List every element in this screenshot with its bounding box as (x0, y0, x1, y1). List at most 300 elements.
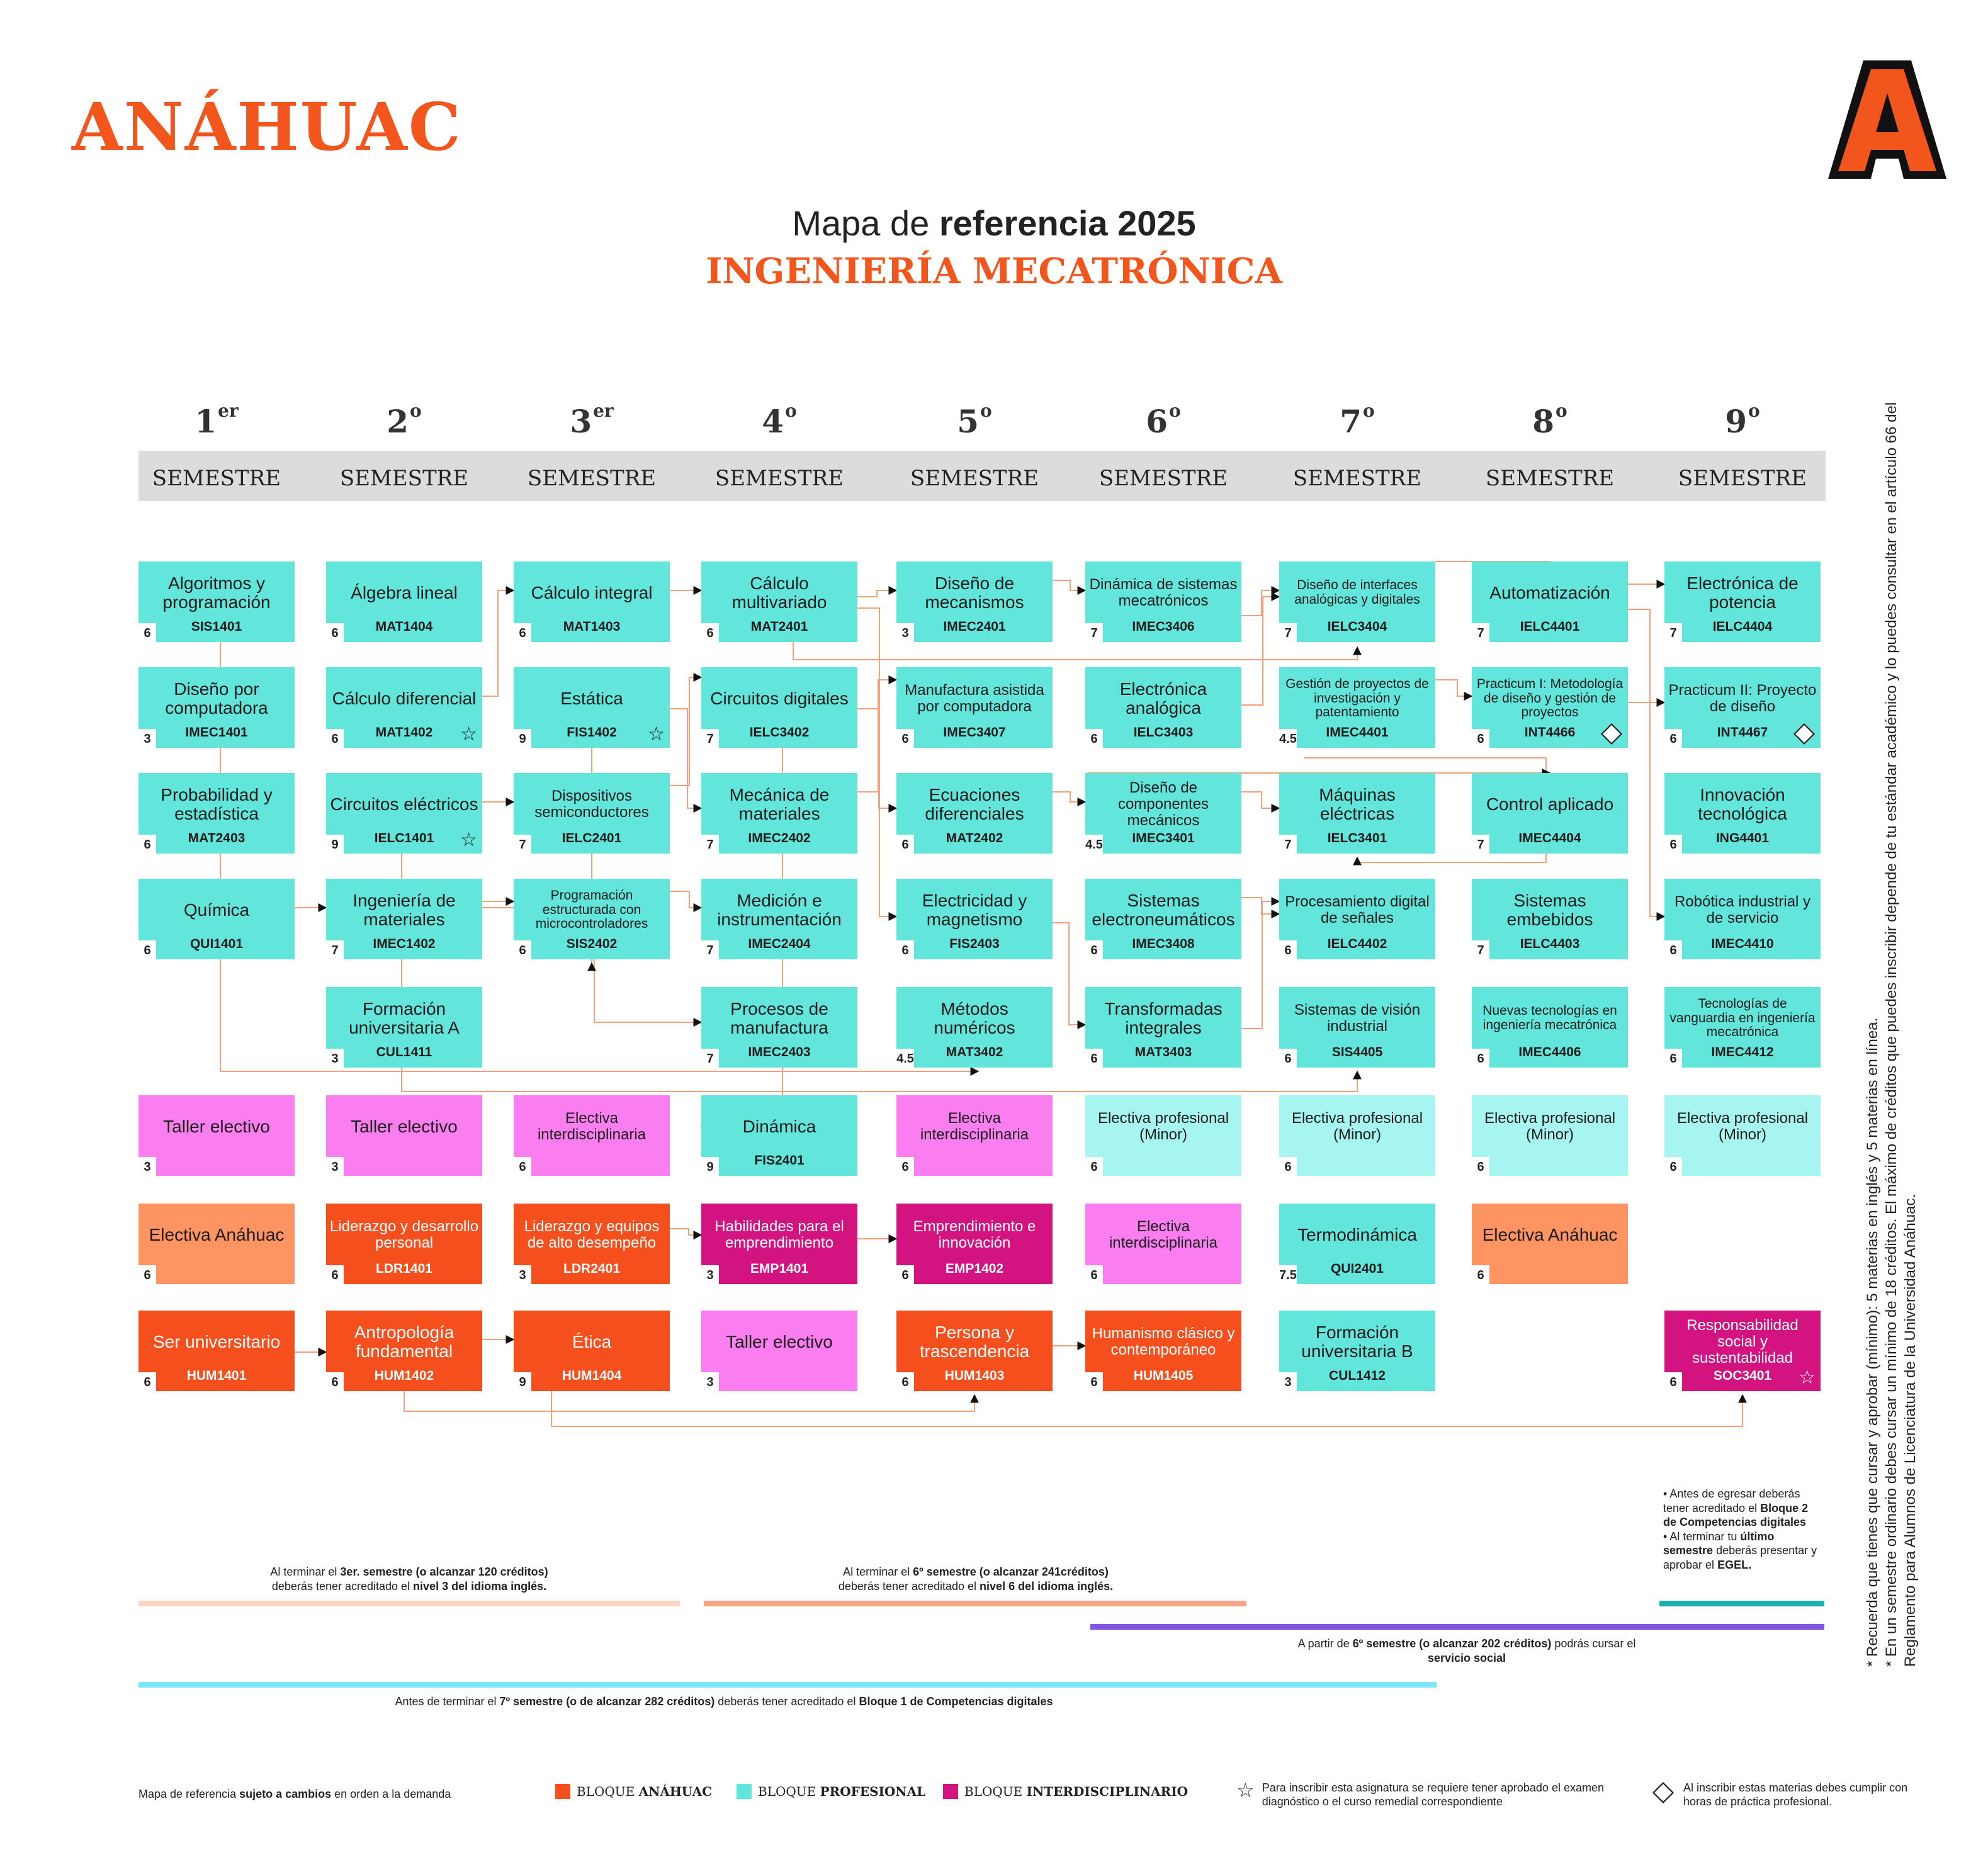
course-credits: 6 (896, 835, 914, 854)
course-code: HUM1402 (374, 1368, 434, 1383)
course-code: IMEC2403 (748, 1045, 811, 1059)
connector-mat2401-fis2403 (857, 608, 896, 917)
course-imec3406[interactable] (1085, 561, 1241, 642)
course-code: IELC3402 (749, 725, 810, 740)
semester-label-6: SEMESTRE (1098, 466, 1228, 491)
course-imec3408[interactable] (1085, 879, 1241, 959)
course-imec4412[interactable] (1664, 987, 1821, 1068)
course-ep9[interactable] (1664, 1095, 1821, 1176)
course-credits: 6 (1472, 1049, 1489, 1068)
course-credits: 6 (1085, 729, 1103, 748)
course-credits: 6 (1085, 1265, 1103, 1284)
course-te2[interactable] (326, 1095, 482, 1176)
connector-fis1402-imec2402 (670, 709, 701, 808)
course-name: Ingeniería de materiales (353, 890, 456, 929)
course-name: Diseño por computadora (165, 679, 268, 718)
course-code: SIS2402 (566, 937, 618, 951)
connector-ielc3403-ielc3404 (1241, 597, 1279, 705)
semester-number-1: 1er (195, 400, 239, 440)
course-sis4405[interactable] (1279, 987, 1435, 1068)
course-code: IELC4403 (1520, 937, 1580, 951)
course-credits: 6 (1279, 940, 1297, 959)
course-name: Cálculo multivariado (731, 573, 827, 612)
social-service-bar (1090, 1624, 1824, 1630)
course-credits: 6 (896, 1372, 914, 1391)
course-name: Humanismo clásico y contemporáneo (1092, 1325, 1235, 1358)
course-credits: 6 (896, 1265, 914, 1284)
course-code: FIS2403 (949, 937, 1000, 951)
connector-imec3406-ielc3404 (1241, 590, 1279, 616)
course-credits: 6 (1664, 940, 1682, 959)
course-code: CUL1411 (376, 1045, 432, 1059)
course-credits: 6 (896, 1157, 914, 1176)
course-imec2403[interactable] (701, 987, 857, 1068)
connector-mat2401-imec2401 (857, 590, 896, 597)
course-code: HUM1404 (562, 1368, 622, 1383)
egel-bar (1659, 1601, 1824, 1606)
course-imec4410[interactable] (1664, 879, 1821, 959)
course-name: Robótica industrial y de servicio (1674, 893, 1811, 927)
course-code: IELC3401 (1327, 831, 1387, 845)
course-ielc3402[interactable] (701, 667, 857, 748)
course-name: Habilidades para el emprendimiento (714, 1218, 844, 1251)
course-mat1404[interactable] (326, 561, 482, 642)
connector-mat3403-ielc4402 (1241, 901, 1279, 1029)
course-code: QUI1401 (189, 937, 244, 951)
connector-mat2402-imec3401 (1053, 792, 1085, 802)
course-credits: 7 (1279, 835, 1297, 854)
course-mat3402[interactable] (896, 987, 1053, 1068)
course-code: CUL1412 (1329, 1368, 1386, 1383)
course-credits: 6 (138, 940, 156, 959)
course-name: Taller electivo (726, 1331, 833, 1351)
legend-interdisciplinario: BLOQUE INTERDISCIPLINARIO (943, 1784, 1188, 1799)
course-hum1405[interactable] (1085, 1311, 1241, 1391)
english-level3-bar (138, 1601, 680, 1606)
course-credits: 3 (514, 1265, 531, 1284)
semester-label-4: SEMESTRE (714, 466, 844, 491)
course-ielc3403[interactable] (1085, 667, 1241, 748)
course-emp1401[interactable] (701, 1204, 857, 1284)
connector-imec4401-int4466 (1435, 680, 1472, 696)
course-name: Procesos de manufactura (730, 998, 828, 1037)
course-hum1401[interactable] (138, 1311, 295, 1391)
course-code: IMEC4406 (1518, 1045, 1581, 1059)
course-name: Manufactura asistida por computadora (905, 682, 1044, 715)
course-code: IMEC3407 (943, 725, 1006, 740)
course-code: IMEC3401 (1132, 831, 1195, 845)
course-name: Dispositivos semiconductores (534, 787, 649, 821)
course-mat2403[interactable] (138, 773, 295, 854)
course-code: MAT1402 (375, 725, 433, 740)
connector-mat2401-ielc3404 (793, 642, 1357, 660)
course-ielc3401[interactable] (1279, 773, 1435, 854)
course-name: Probabilidad y estadística (161, 784, 273, 823)
course-sis2402[interactable] (514, 879, 670, 959)
course-ei6[interactable] (1085, 1204, 1241, 1284)
page-title: Mapa de referencia 2025 (792, 203, 1196, 243)
course-ldr1401[interactable] (326, 1204, 482, 1284)
course-code: EMP1402 (945, 1261, 1004, 1276)
course-code: FIS2401 (754, 1153, 805, 1168)
course-credits: 6 (1472, 729, 1489, 748)
semester-label-3: SEMESTRE (527, 466, 657, 491)
course-credits: 6 (514, 623, 531, 642)
course-credits: 3 (896, 623, 914, 642)
course-name: Métodos numéricos (934, 998, 1015, 1037)
course-name: Circuitos digitales (710, 688, 849, 708)
program-name: INGENIERÍA MECATRÓNICA (706, 251, 1282, 292)
course-credits: 9 (326, 835, 344, 854)
course-te1[interactable] (138, 1095, 295, 1176)
course-code: IELC1401 (374, 831, 434, 845)
course-ielc4404[interactable] (1664, 561, 1821, 642)
course-imec3407[interactable] (896, 667, 1053, 748)
course-ea8[interactable] (1472, 1204, 1628, 1284)
course-name: Electiva interdisciplinaria (1109, 1218, 1218, 1251)
note-english-level6: Al terminar el 6º semestre (o alcanzar 241créditos) deberás tener acreditado el nivel 6 del idioma inglés. (838, 1565, 1114, 1593)
connector-ldr2401-emp1401 (670, 1229, 701, 1235)
course-credits: 3 (138, 729, 156, 748)
course-code: IMEC1402 (373, 937, 436, 951)
course-code: MAT3402 (946, 1045, 1003, 1059)
course-ep8[interactable] (1472, 1095, 1628, 1176)
course-name: Tecnologías de vanguardia en ingeniería mecatrónica (1669, 996, 1816, 1040)
course-fis2401[interactable] (701, 1095, 857, 1176)
course-credits: 6 (1664, 1372, 1682, 1391)
course-code: MAT1404 (375, 619, 433, 634)
course-cul1411[interactable] (326, 987, 482, 1068)
course-sis1401[interactable] (138, 561, 295, 642)
course-imec2402[interactable] (701, 773, 857, 854)
course-credits: 4.5 (896, 1049, 914, 1068)
course-name: Procesamiento digital de señales (1285, 893, 1430, 927)
course-code: MAT2403 (188, 831, 246, 845)
course-fis1402[interactable] (514, 667, 670, 748)
connector-imec2402-imec3407 (857, 680, 896, 792)
course-credits: 6 (1472, 1157, 1489, 1176)
course-credits: 7 (1472, 623, 1489, 642)
course-imec4406[interactable] (1472, 987, 1628, 1068)
star-icon: ☆ (460, 830, 477, 850)
english-level6-bar (704, 1601, 1246, 1606)
course-ielc4403[interactable] (1472, 879, 1628, 959)
course-mat2402[interactable] (896, 773, 1053, 854)
course-name: Electiva profesional (Minor) (1676, 1110, 1809, 1143)
course-name: Medición e instrumentación (717, 890, 842, 929)
course-ielc4402[interactable] (1279, 879, 1435, 959)
course-credits: 6 (138, 1265, 156, 1284)
course-credits: 9 (514, 729, 531, 748)
course-emp1402[interactable] (896, 1204, 1053, 1284)
course-qui2401[interactable] (1279, 1204, 1435, 1284)
note-social-service: A partir de 6º semestre (o alcanzar 202 créditos) podrás cursar el servicio social (1297, 1637, 1636, 1665)
course-cul1412[interactable] (1279, 1311, 1435, 1391)
course-ing4401[interactable] (1664, 773, 1821, 854)
course-code: IELC4401 (1520, 619, 1580, 634)
course-code: MAT2401 (750, 619, 808, 634)
course-name: Antropología fundamental (354, 1322, 455, 1361)
course-credits: 6 (138, 835, 156, 854)
course-ep6[interactable] (1085, 1095, 1241, 1176)
course-imec4404[interactable] (1472, 773, 1628, 854)
course-ielc4401[interactable] (1472, 561, 1628, 642)
connector-imec3408-ielc4402 (1241, 898, 1279, 914)
course-name: Diseño de mecanismos (925, 573, 1024, 612)
course-name: Innovación tecnológica (1698, 784, 1787, 823)
course-code: HUM1403 (944, 1368, 1005, 1383)
course-credits: 7 (701, 835, 719, 854)
course-code: ING4401 (1715, 831, 1770, 845)
course-imec1402[interactable] (326, 879, 482, 959)
course-code: IMEC4412 (1711, 1045, 1774, 1059)
course-credits: 6 (1664, 1049, 1682, 1068)
course-code: LDR2401 (563, 1261, 620, 1276)
course-mat3403[interactable] (1085, 987, 1241, 1068)
course-credits: 3 (701, 1265, 719, 1284)
course-name: Persona y trascendencia (919, 1322, 1030, 1361)
course-credits: 6 (1085, 1049, 1103, 1068)
course-credits: 6 (1085, 1157, 1103, 1176)
course-name: Practicum I: Metodología de diseño y gestión de proyectos (1476, 676, 1624, 720)
star-icon: ☆ (460, 724, 477, 745)
course-credits: 6 (896, 729, 914, 748)
semester-label-1: SEMESTRE (152, 466, 281, 491)
course-credits: 6 (326, 623, 344, 642)
semester-number-3: 3er (570, 400, 614, 440)
course-name: Control aplicado (1486, 794, 1614, 814)
course-ei3[interactable] (514, 1095, 670, 1176)
course-name: Sistemas electroneumáticos (1092, 890, 1235, 929)
course-hum1403[interactable] (896, 1311, 1053, 1391)
semester-label-9: SEMESTRE (1678, 466, 1807, 491)
star-icon: ☆ (648, 724, 665, 745)
course-name: Taller electivo (351, 1116, 458, 1136)
course-credits: 6 (326, 729, 344, 748)
semester-number-9: 9$^o$ (1725, 400, 1760, 440)
course-name: Formación universitaria B (1301, 1322, 1413, 1361)
course-credits: 3 (138, 1157, 156, 1176)
course-code: HUM1401 (186, 1368, 247, 1383)
digital-competencies-bar (138, 1682, 1437, 1688)
course-name: Química (183, 900, 250, 920)
brand-logo: ANÁHUAC (72, 88, 462, 166)
course-imec2401[interactable] (896, 561, 1053, 642)
course-name: Sistemas embebidos (1506, 890, 1593, 929)
course-name: Electrónica analógica (1119, 679, 1207, 718)
course-name: Gestión de proyectos de investigación y patentamiento (1285, 676, 1429, 720)
semester-number-5: 5$^o$ (957, 400, 992, 440)
course-credits: 7 (326, 940, 344, 959)
course-name: Electiva interdisciplinaria (537, 1110, 647, 1143)
semester-label-7: SEMESTRE (1292, 466, 1422, 491)
semester-label-2: SEMESTRE (339, 466, 469, 491)
course-hum1404[interactable] (514, 1311, 670, 1391)
course-code: IMEC3406 (1132, 619, 1195, 634)
connector-imec2401-imec3406 (1053, 580, 1085, 590)
course-te4[interactable] (701, 1311, 857, 1391)
course-ea1[interactable] (138, 1204, 295, 1284)
legend-anahuac: BLOQUE ANÁHUAC (555, 1784, 712, 1799)
course-qui1401[interactable] (138, 879, 295, 959)
course-credits: 6 (1085, 1372, 1103, 1391)
connector-mat1402-mat1403 (482, 590, 514, 696)
note-digital-competencies: Antes de terminar el 7º semestre (o de alcanzar 282 créditos) deberás tener acreditado el Bloque 1 de Competencias digitales (395, 1695, 1053, 1708)
course-credits: 6 (138, 623, 156, 642)
course-name: Electricidad y magnetismo (922, 890, 1027, 929)
course-name: Cálculo integral (531, 582, 653, 602)
course-code: INT4467 (1717, 725, 1768, 740)
note-egel: • Antes de egresar deberás tener acreditado el Bloque 2 de Competencias digitales • Al terminar tu último semestre deberás presentar y aprobar el EGEL. (1663, 1487, 1817, 1571)
course-hum1402[interactable] (326, 1311, 482, 1391)
course-imec2404[interactable] (701, 879, 857, 959)
course-code: IMEC4404 (1518, 831, 1581, 845)
course-code: FIS1402 (567, 725, 617, 740)
diamond-icon (1652, 1782, 1674, 1803)
connector-imec3401-ielc3401 (1241, 792, 1279, 808)
course-name: Electiva interdisciplinaria (920, 1110, 1029, 1143)
course-credits: 6 (514, 1157, 531, 1176)
course-name: Formación universitaria A (349, 998, 460, 1037)
note-english-level3: Al terminar el 3er. semestre (o alcanzar 120 créditos) deberás tener acreditado el nivel 3 del idioma inglés. (270, 1565, 548, 1593)
course-code: IMEC3408 (1132, 937, 1195, 951)
course-credits: 7 (1279, 623, 1297, 642)
course-ielc3404[interactable] (1279, 561, 1435, 642)
course-code: IELC3403 (1133, 725, 1194, 740)
course-credits: 7 (701, 940, 719, 959)
course-credits: 6 (1279, 1157, 1297, 1176)
course-credits: 6 (1664, 1157, 1682, 1176)
course-code: SIS1401 (191, 619, 242, 634)
course-code: IMEC4401 (1326, 725, 1389, 740)
course-name: Automatización (1489, 582, 1610, 602)
course-credits: 6 (514, 940, 531, 959)
legend-star: ☆ Para inscribir esta asignatura se requiere tener aprobado el examen diagnóstico o el curso remedial correspondiente (1236, 1779, 1605, 1808)
course-name: Máquinas eléctricas (1319, 784, 1396, 823)
course-soc3401[interactable] (1664, 1311, 1821, 1391)
semester-number-4: 4$^o$ (762, 400, 797, 440)
course-imec1401[interactable] (138, 667, 295, 748)
course-name: Mecánica de materiales (729, 784, 830, 823)
connector-ielc4401-imec4410 (1628, 609, 1664, 917)
course-name: Electiva Anáhuac (149, 1224, 285, 1244)
course-name: Taller electivo (163, 1116, 270, 1136)
course-name: Emprendimiento e innovación (913, 1218, 1036, 1251)
course-code: MAT3403 (1134, 1045, 1192, 1059)
course-ldr2401[interactable] (514, 1204, 670, 1284)
course-name: Electiva profesional (Minor) (1291, 1110, 1423, 1143)
semester-number-2: 2$^o$ (387, 400, 422, 440)
semester-number-6: 6$^o$ (1146, 400, 1181, 440)
course-credits: 7 (1472, 835, 1489, 854)
connector-hum1402-hum1403 (404, 1391, 974, 1411)
connector-fis2403-mat3403 (1053, 923, 1085, 1025)
course-name: Dinámica de sistemas mecatrónicos (1089, 576, 1238, 609)
course-ei5[interactable] (896, 1095, 1053, 1176)
course-mat1402[interactable] (326, 667, 482, 748)
course-credits: 6 (1472, 1265, 1489, 1284)
course-mat2401[interactable] (701, 561, 857, 642)
course-mat1403[interactable] (514, 561, 670, 642)
legend-disclaimer: Mapa de referencia sujeto a cambios en orden a la demanda (138, 1788, 451, 1800)
course-code: QUI2401 (1330, 1261, 1384, 1276)
course-name: Electrónica de potencia (1686, 573, 1799, 612)
course-name: Cálculo diferencial (332, 688, 477, 708)
course-code: MAT1403 (563, 619, 621, 634)
course-code: IMEC4410 (1711, 937, 1774, 951)
course-code: LDR1401 (376, 1261, 432, 1276)
course-code: IELC2401 (562, 831, 622, 845)
course-credits: 6 (1279, 1049, 1297, 1068)
course-name: Algoritmos y programación (162, 573, 271, 612)
course-credits: 6 (1664, 729, 1682, 748)
star-icon: ☆ (1799, 1367, 1816, 1388)
course-credits: 7 (1472, 940, 1489, 959)
course-credits: 6 (896, 940, 914, 959)
course-credits: 6 (1664, 835, 1682, 854)
course-credits: 7 (1664, 623, 1682, 642)
course-imec3401[interactable] (1085, 773, 1241, 854)
course-code: MAT2402 (946, 831, 1003, 845)
semester-number-8: 8$^o$ (1532, 400, 1567, 440)
course-name: Transformadas integrales (1104, 998, 1223, 1037)
course-int4467[interactable] (1664, 667, 1821, 748)
course-name: Diseño de componentes mecánicos (1117, 779, 1209, 829)
course-credits: 7 (514, 835, 531, 854)
course-code: INT4466 (1524, 725, 1576, 740)
course-credits: 6 (326, 1372, 344, 1391)
side-footnotes: * Recuerda que tienes que cursar y aprobar (mínimo): 5 materias en inglés y 5 materias en línea. * En un semestre ordinario debes cursar un mínimo de 18 créditos. El máximo de créditos que puedes inscribir depende de tu estándar académico y lo puedes consultar en el artículo 66 del Reglamento para Alumnos de Licenciatura de la Universidad Anáhuac. (1864, 402, 1919, 1667)
course-code: SOC3401 (1713, 1368, 1772, 1383)
course-code: SIS4405 (1331, 1045, 1383, 1059)
course-credits: 3 (326, 1049, 344, 1068)
course-code: EMP1401 (750, 1261, 809, 1276)
course-name: Ecuaciones diferenciales (925, 784, 1024, 823)
semester-label-8: SEMESTRE (1485, 466, 1615, 491)
course-name: Ser universitario (152, 1331, 281, 1351)
course-name: Dinámica (742, 1116, 816, 1136)
course-int4466[interactable] (1472, 667, 1628, 748)
course-credits: 6 (138, 1372, 156, 1391)
course-name: Álgebra lineal (351, 582, 458, 602)
course-code: IELC4404 (1712, 619, 1773, 634)
course-name: Electiva profesional (Minor) (1097, 1110, 1229, 1143)
course-name: Programación estructurada con microcontroladores (535, 888, 648, 932)
course-credits: 7 (1085, 623, 1103, 642)
course-fis2403[interactable] (896, 879, 1053, 959)
course-credits: 6 (701, 623, 719, 642)
course-name: Electiva profesional (Minor) (1484, 1110, 1616, 1143)
semester-number-7: 7$^o$ (1340, 400, 1375, 440)
course-ielc1401[interactable] (326, 773, 482, 854)
course-code: HUM1405 (1133, 1368, 1194, 1383)
course-credits: 6 (326, 1265, 344, 1284)
course-credits: 4.5 (1085, 835, 1103, 854)
connector-sis2402-imec2404 (670, 891, 701, 908)
course-credits: 4.5 (1279, 729, 1297, 748)
course-code: IMEC2404 (748, 937, 811, 951)
legend-diamond: Al inscribir estas materias debes cumplir con horas de práctica profesional. (1653, 1781, 1930, 1808)
course-ep7[interactable] (1279, 1095, 1435, 1176)
course-code: IMEC2401 (943, 619, 1006, 634)
semester-label-5: SEMESTRE (910, 466, 1039, 491)
course-ielc2401[interactable] (514, 773, 670, 854)
course-code: IELC3404 (1327, 619, 1387, 634)
course-credits: 6 (1085, 940, 1103, 959)
course-imec4401[interactable] (1279, 667, 1435, 748)
course-name: Diseño de interfaces analógicas y digitales (1294, 578, 1420, 607)
course-name: Liderazgo y equipos de alto desempeño (524, 1218, 660, 1251)
